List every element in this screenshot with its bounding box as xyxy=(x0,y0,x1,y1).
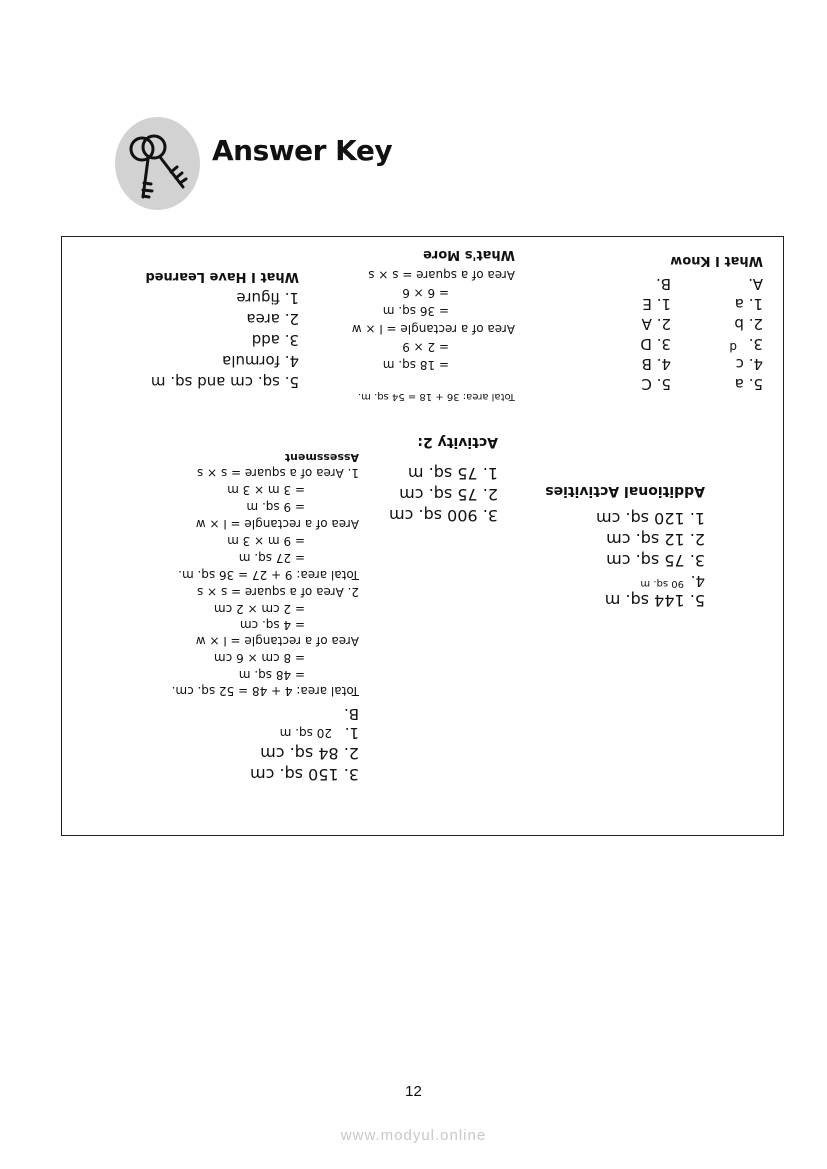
list-item: = 4 sq. cm xyxy=(239,618,305,632)
list-item: = 9 m × 3 m xyxy=(227,534,305,548)
list-item: 2. 12 sq. cm xyxy=(606,530,705,549)
list-item: = 9 sq. m xyxy=(246,500,305,514)
list-item: Total area: 9 + 27 = 36 sq. m. xyxy=(178,568,359,582)
answer-key-content xyxy=(62,237,784,836)
list-item: = 27 sq. m xyxy=(238,551,305,565)
list-item: 4. formula xyxy=(222,352,299,370)
list-item: Area of a rectangle = l × w xyxy=(195,517,359,531)
list-item: 5. sq. cm and sq. m xyxy=(150,373,299,391)
list-item: = 3 m × 3 m xyxy=(227,483,305,497)
keys-icon xyxy=(115,117,200,210)
list-item-answer: d xyxy=(729,340,737,354)
list-item: = 2 cm × 2 cm xyxy=(213,602,305,616)
list-item: 2. area xyxy=(246,310,299,328)
whats-more-heading: What's More xyxy=(423,247,515,262)
page-number: 12 xyxy=(405,1083,422,1100)
list-item: 2. 84 sq. cm xyxy=(260,744,359,763)
list-item: 5. a xyxy=(734,375,763,393)
list-item: 1. xyxy=(344,724,359,742)
list-item-answer: 90 sq. m xyxy=(640,578,684,589)
list-item: = 48 sq. m xyxy=(238,668,305,682)
list-item: 2. Area of a square = s × s xyxy=(197,585,359,599)
list-item: 2. A xyxy=(641,315,671,333)
list-item: = 36 sq. m xyxy=(382,304,449,318)
what-i-know-col-b-label: B. xyxy=(655,275,671,293)
what-i-have-learned-heading: What I Have Learned xyxy=(145,269,299,284)
list-item: 3. xyxy=(748,335,763,353)
watermark: www.modyul.online xyxy=(340,1127,487,1144)
additional-activities-heading: Additional Activities xyxy=(545,483,705,499)
list-item: 4. xyxy=(690,572,705,590)
list-item: 4. c xyxy=(735,355,763,373)
list-item: 4. B xyxy=(641,355,671,373)
list-item: = 8 cm × 6 cm xyxy=(213,651,305,665)
list-item: Area of a rectangle = l × w xyxy=(351,322,515,336)
list-item: Area of a square = s × s xyxy=(368,268,515,282)
list-item: = 6 × 6 xyxy=(402,286,449,300)
activity-2-heading: Activity 2: xyxy=(417,434,498,450)
list-item: 2. b xyxy=(734,315,763,333)
list-item: 3. 900 sq. cm xyxy=(388,506,498,525)
list-item: 3. 75 sq. cm xyxy=(606,551,705,570)
list-item: 1. a xyxy=(734,295,763,313)
list-item: 1. 120 sq. cm xyxy=(595,509,705,528)
list-item: = 18 sq. m xyxy=(382,358,449,372)
list-item: 2. 75 sq. cm xyxy=(399,485,498,504)
what-i-know-heading: What I Know xyxy=(670,253,763,268)
list-item: Area of a rectangle = l × w xyxy=(195,634,359,648)
page-title: Answer Key xyxy=(212,134,393,167)
assessment-b-label: B. xyxy=(343,705,359,723)
what-i-know-col-a-label: A. xyxy=(748,275,763,293)
list-item: 1. 75 sq. m xyxy=(407,464,498,483)
list-item: 1. Area of a square = s × s xyxy=(197,466,359,480)
list-item: 1. figure xyxy=(236,289,299,307)
list-item: 3. D xyxy=(640,335,671,353)
list-item: Total area: 4 + 48 = 52 sq. cm. xyxy=(171,684,359,698)
assessment-heading: Assessment xyxy=(284,451,359,464)
list-item: 3. 150 sq. cm xyxy=(249,765,359,784)
list-item: 3. add xyxy=(251,331,299,349)
list-item-answer: 20 sq. m xyxy=(279,726,332,740)
list-item: 5. 144 sq. m xyxy=(604,591,705,610)
list-item: 1. E xyxy=(642,295,671,313)
list-item: 5. C xyxy=(641,375,671,393)
answer-key-box xyxy=(61,236,784,836)
list-item: = 2 × 9 xyxy=(402,340,449,354)
list-item: Total area: 36 + 18 = 54 sq. m. xyxy=(357,391,515,402)
